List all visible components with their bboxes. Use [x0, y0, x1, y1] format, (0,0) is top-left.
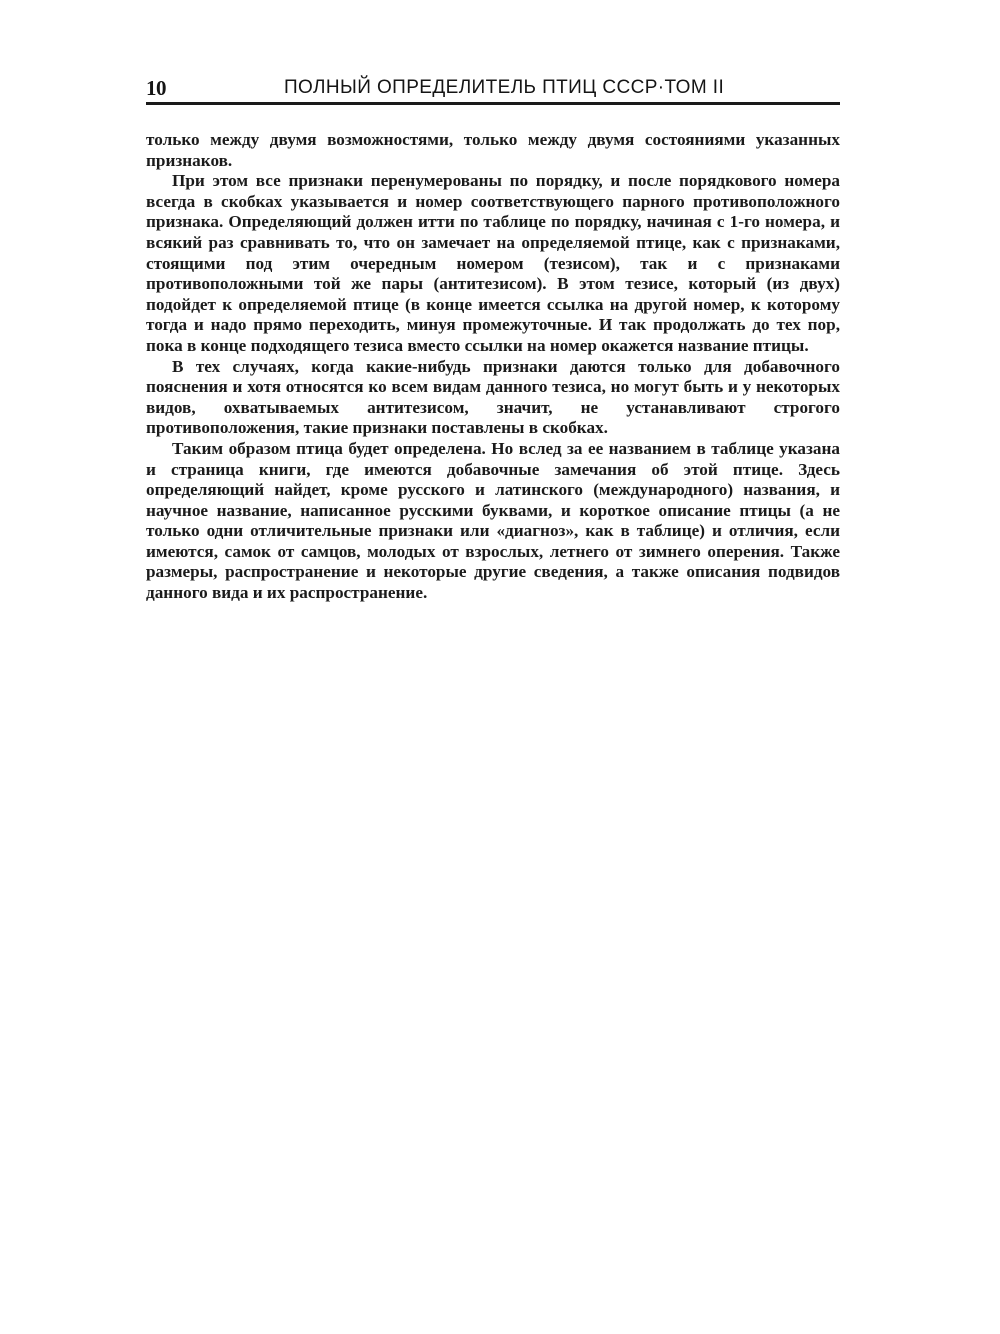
- paragraph-3: В тех случаях, когда какие-нибудь признаки даются только для добавочного пояснения и хотя относятся ко всем видам данного тезиса, но могут быть и у некоторых видов, охватываемых антитезисом, значит, не устанавливают строгого противоположения, такие признаки поставлены в скобках.: [146, 356, 840, 438]
- paragraph-2: При этом все признаки перенумерованы по порядку, и после порядкового номера всегда в скобках указывается и номер соответствующего парного противоположного признака. Определяющий должен итти по таблице по порядку, начиная с 1-го номера, и всякий раз сравнивать то, что он замечает на определяемой птице, как с признаками, стоящими под этим очередным номером (тезисом), так и с признаками противоположными той же пары (антитезисом). В этом тезисе, который (из двух) подойдет к определяемой птице (в конце имеется ссылка на другой номер, к которому тогда и надо прямо переходить, минуя промежуточные. И так продолжать до тех пор, пока в конце подходящего тезиса вместо ссылки на номер окажется название птицы.: [146, 171, 840, 355]
- body-text: [146, 130, 840, 604]
- page-header: [146, 74, 840, 102]
- header-rule: [146, 102, 840, 105]
- paragraph-4: Таким образом птица будет определена. Но вслед за ее названием в таблице указана и страница книги, где имеются добавочные замечания об этой птице. Здесь определяющий найдет, кроме русского и латинского (международного) названия, и научное название, написанное русскими буквами, и короткое описание птицы (а не только одни отличительные признаки или «диагноз», как в таблице) и отличия, если имеются, самок от самцов, молодых от взрослых, летнего от зимнего оперения. Также размеры, распространение и некоторые другие сведения, а также описания подвидов данного вида и их распространение.: [146, 438, 840, 603]
- paragraph-1: только между двумя возможностями, только между двумя состояниями указанных признаков.: [146, 130, 840, 170]
- page-number: 10: [146, 76, 166, 100]
- running-title: ПОЛНЫЙ ОПРЕДЕЛИТЕЛЬ ПТИЦ СССР·ТОМ II: [284, 77, 725, 98]
